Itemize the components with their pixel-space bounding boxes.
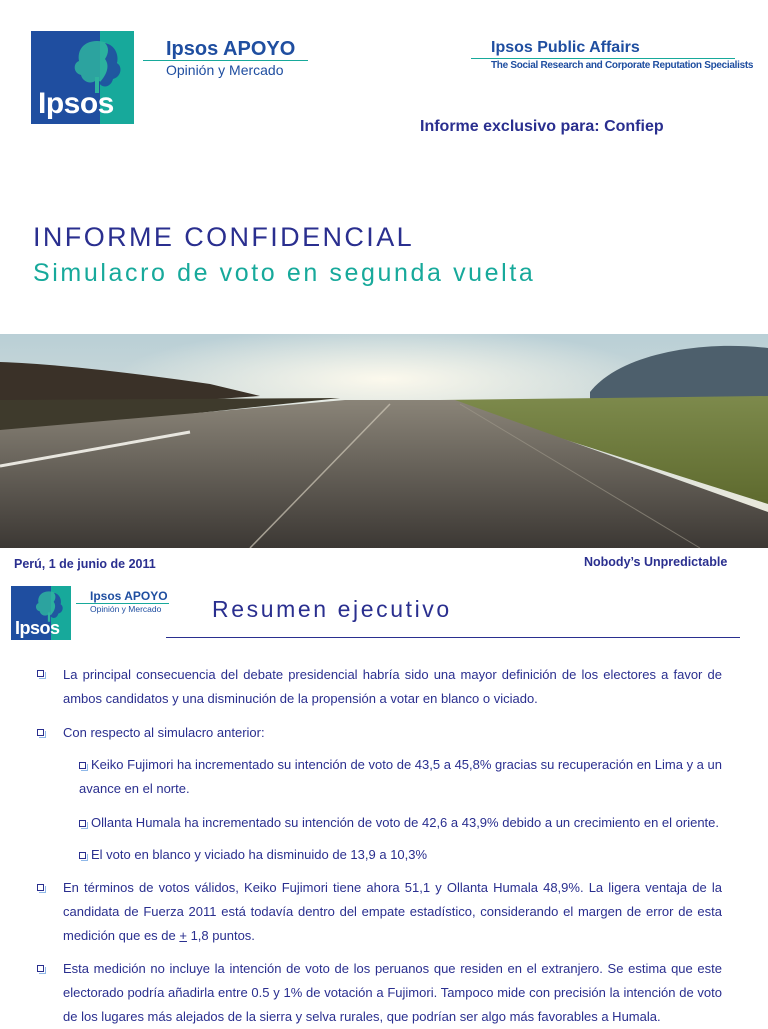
sub-item xyxy=(79,843,722,867)
brand-divider xyxy=(143,60,308,61)
summary-item: Con respecto al simulacro anterior: xyxy=(63,725,265,740)
brand-subtitle-small: Opinión y Mercado xyxy=(90,604,162,614)
checkbox-bullet-icon xyxy=(79,820,86,827)
ipsos-logo xyxy=(31,31,134,124)
report-date: Perú, 1 de junio de 2011 xyxy=(14,557,156,571)
summary-item: La principal consecuencia del debate presidencial habría sido una mayor definición de los electores a favor de ambos candidatos y una disminución de la propensión a votar en blanco o viciado. xyxy=(63,667,722,706)
checkbox-bullet-icon xyxy=(37,884,44,891)
report-title: INFORME CONFIDENCIAL xyxy=(33,222,415,252)
sub-item-text: Ollanta Humala ha incrementado su intención de voto de 42,6 a 43,9% debido a un crecimiento en el oriente. xyxy=(91,815,720,830)
checkbox-bullet-icon xyxy=(37,670,44,677)
public-affairs-divider xyxy=(471,58,735,59)
brand-subtitle: Opinión y Mercado xyxy=(166,62,284,78)
report-subtitle: Simulacro de voto en segunda vuelta xyxy=(33,259,536,287)
checkbox-bullet-icon xyxy=(37,729,44,736)
slide-title: Resumen ejecutivo xyxy=(212,596,452,622)
ipsos-logo-small-text: Ipsos xyxy=(15,618,60,638)
sub-item-text: Keiko Fujimori ha incrementado su intención de voto de 43,5 a 45,8% gracias su recuperación en Lima y a un avance en el norte. xyxy=(79,757,722,796)
sub-item xyxy=(79,753,722,801)
ipsos-logo-text: Ipsos xyxy=(38,87,114,120)
ipsos-slogan: Nobody’s Unpredictable xyxy=(584,555,728,569)
brand-title: Ipsos APOYO xyxy=(166,38,296,60)
public-affairs-title: Ipsos Public Affairs xyxy=(491,39,640,56)
title-divider xyxy=(166,637,740,638)
road-photo xyxy=(0,334,768,548)
exclusive-report-label: Informe exclusivo para: Confiep xyxy=(420,118,664,135)
checkbox-bullet-icon xyxy=(79,852,86,859)
summary-item xyxy=(63,876,722,948)
summary-item: Esta medición no incluye la intención de voto de los peruanos que residen en el extranjero. Se estima que este electorado podría añadirla entre 0.5 y 1% de votación a Fujimori. Tampoco mide con precisión la intención de voto de los lugares más alejados de la sierra y selva rurales, que podrían ser algo más favorables a Humala. xyxy=(63,961,722,1024)
summary-item-text: En términos de votos válidos, Keiko Fujimori tiene ahora 51,1 y Ollanta Humala 48,9%. La ligera ventaja de la candidata de Fuerza 2011 está todavía dentro del empate estadístico, considerando el margen de error de esta medición que es de xyxy=(63,880,722,943)
checkbox-bullet-icon xyxy=(79,762,86,769)
margin-of-error: 1,8 puntos. xyxy=(186,928,255,943)
plus-minus-sign: + xyxy=(179,928,187,943)
sub-item xyxy=(79,811,722,835)
brand-title-small: Ipsos APOYO xyxy=(90,589,168,603)
ipsos-logo-small xyxy=(11,586,71,640)
public-affairs-tagline: The Social Research and Corporate Reputation Specialists xyxy=(491,60,754,71)
sub-item-text: El voto en blanco y viciado ha disminuido de 13,9 a 10,3% xyxy=(91,847,428,862)
checkbox-bullet-icon xyxy=(37,965,44,972)
